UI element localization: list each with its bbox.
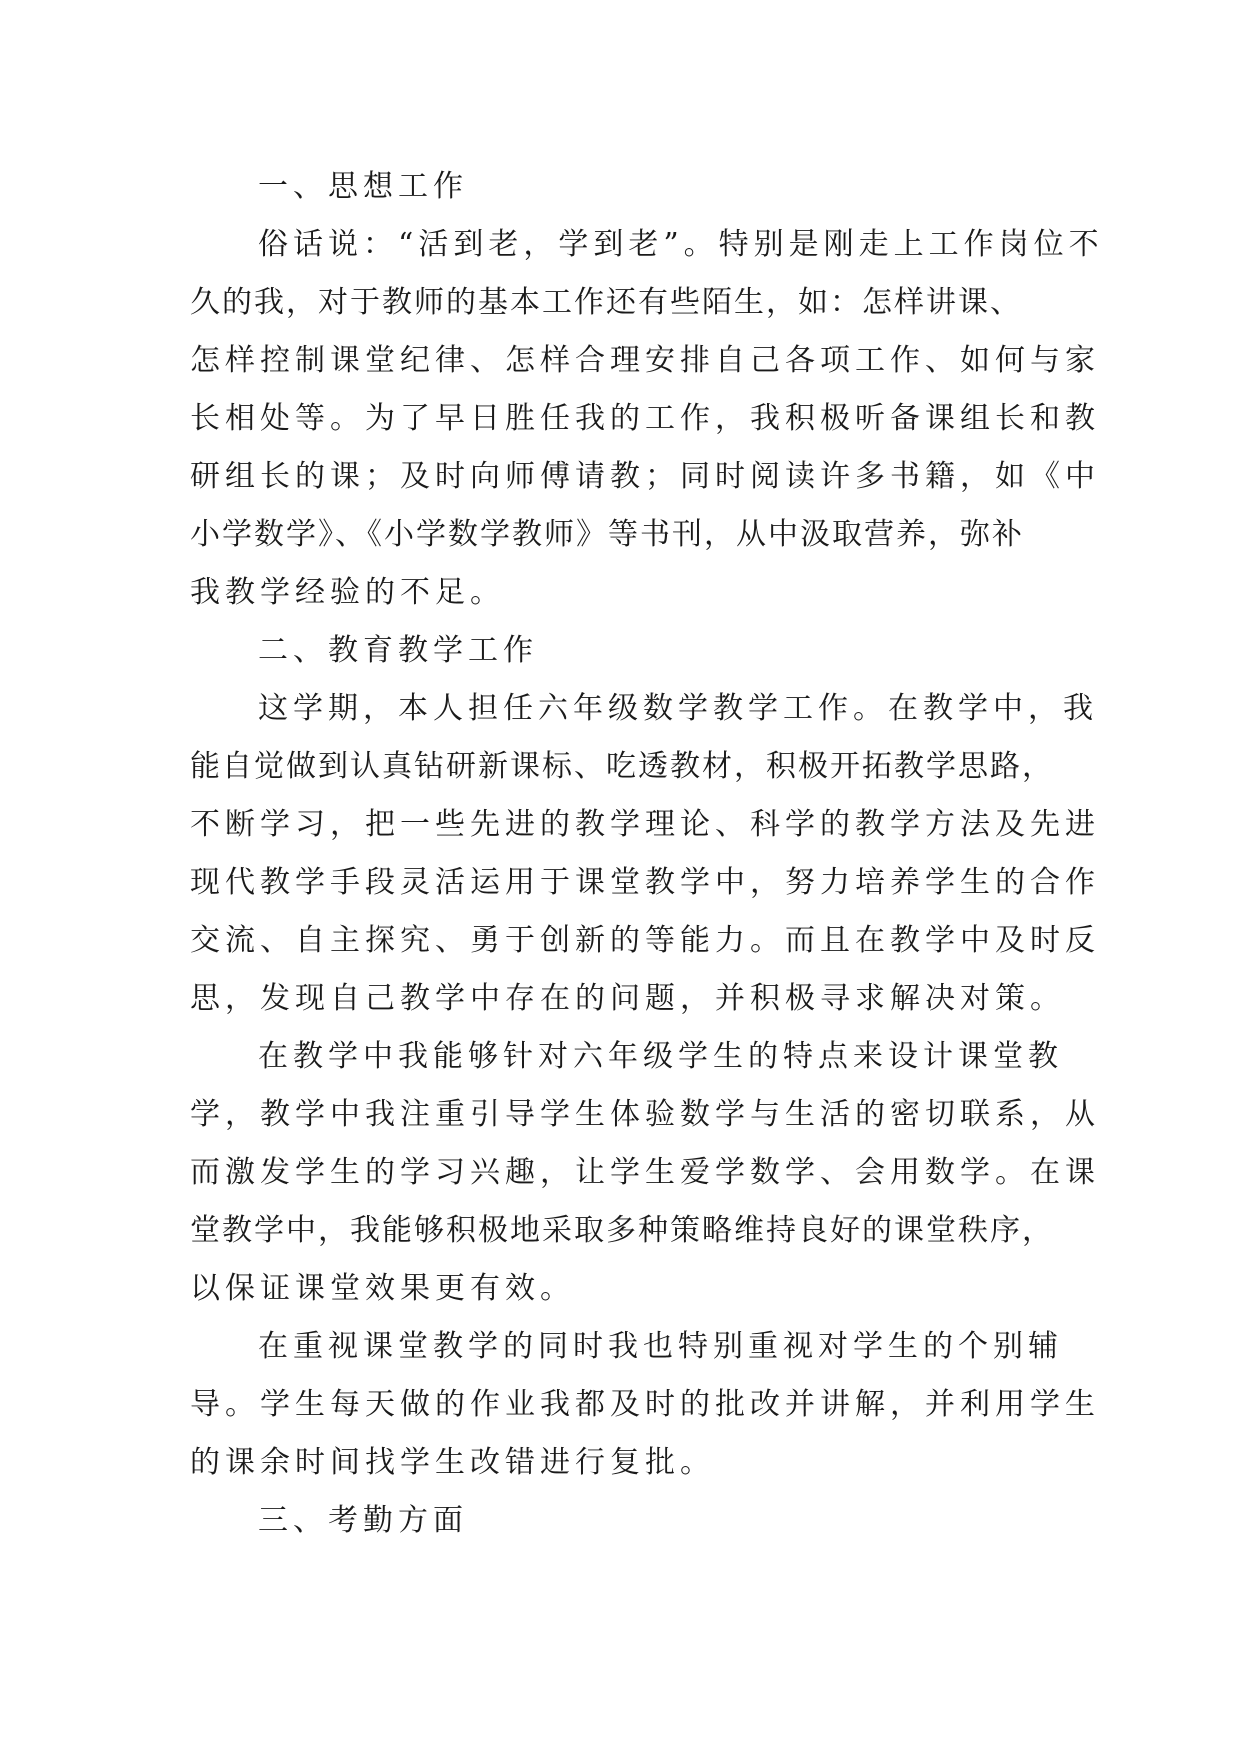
paragraph-line: 俗话说：“活到老，学到老”。特别是刚走上工作岗位不 [258, 227, 1104, 262]
paragraph-line: 这学期，本人担任六年级数学教学工作。在教学中，我 [258, 691, 1098, 726]
section-heading-1: 一、思想工作 [258, 169, 468, 204]
paragraph-line: 交流、自主探究、勇于创新的等能力。而且在教学中及时反 [190, 923, 1100, 958]
paragraph-line: 在教学中我能够针对六年级学生的特点来设计课堂教 [258, 1039, 1063, 1074]
paragraph-line: 堂教学中，我能够积极地采取多种策略维持良好的课堂秩序， [190, 1213, 1054, 1248]
paragraph-line: 长相处等。为了早日胜任我的工作，我积极听备课组长和教 [190, 401, 1100, 436]
paragraph-line: 不断学习，把一些先进的教学理论、科学的教学方法及先进 [190, 807, 1100, 842]
paragraph-line: 学，教学中我注重引导学生体验数学与生活的密切联系，从 [190, 1097, 1100, 1132]
paragraph-line: 以保证课堂效果更有效。 [190, 1271, 575, 1306]
paragraph-line: 怎样控制课堂纪律、怎样合理安排自己各项工作、如何与家 [190, 343, 1100, 378]
paragraph-line: 现代教学手段灵活运用于课堂教学中，努力培养学生的合作 [190, 865, 1100, 900]
paragraph-line: 研组长的课；及时向师傅请教；同时阅读许多书籍，如《中 [190, 459, 1100, 494]
paragraph-line: 久的我，对于教师的基本工作还有些陌生，如：怎样讲课、 [190, 285, 1022, 320]
section-heading-2: 二、教育教学工作 [258, 633, 538, 668]
paragraph-line: 的课余时间找学生改错进行复批。 [190, 1445, 715, 1480]
paragraph-line: 小学数学》、《小学数学教师》等书刊，从中汲取营养，弥补 [190, 517, 1024, 552]
paragraph-line: 能自觉做到认真钻研新课标、吃透教材，积极开拓教学思路， [190, 749, 1054, 784]
paragraph-line: 导。学生每天做的作业我都及时的批改并讲解，并利用学生 [190, 1387, 1100, 1422]
paragraph-line: 在重视课堂教学的同时我也特别重视对学生的个别辅 [258, 1329, 1063, 1364]
paragraph-line: 我教学经验的不足。 [190, 575, 505, 610]
section-heading-3: 三、考勤方面 [258, 1503, 468, 1538]
paragraph-line: 而激发学生的学习兴趣，让学生爱学数学、会用数学。在课 [190, 1155, 1100, 1190]
paragraph-line: 思，发现自己教学中存在的问题，并积极寻求解决对策。 [190, 981, 1065, 1016]
document-body [190, 158, 1104, 1550]
